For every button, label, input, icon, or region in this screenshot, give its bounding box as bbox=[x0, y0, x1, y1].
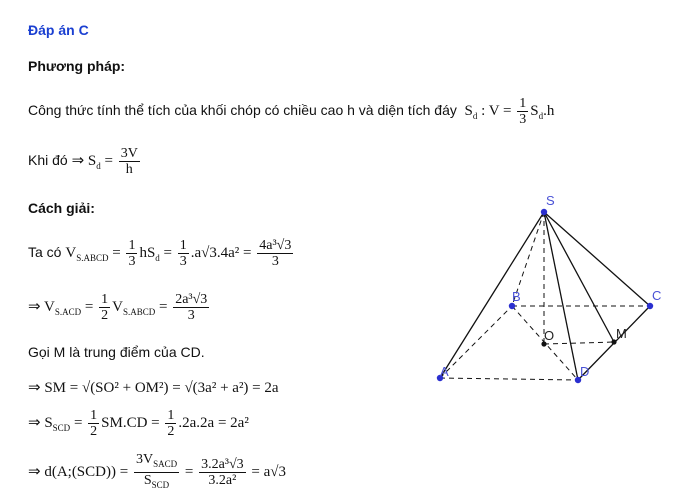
khi-do-line bbox=[28, 146, 142, 177]
segment-OM bbox=[544, 342, 614, 344]
label-O: O bbox=[544, 328, 555, 343]
area-line: ⇒ $S_{SCD}$ = $\frac{1}{2}$ SM.CD = $\frac{1}{2}$ .2a.2a = 2a² bbox=[28, 408, 249, 439]
label-D: D bbox=[580, 364, 590, 379]
label-C: C bbox=[652, 288, 662, 303]
label-B: B bbox=[512, 289, 521, 304]
distance-line: ⇒ d(A;(SCD)) = $\frac{3V_{SACD}}{S_{SCD}}$ = $\frac{\text{3.2a³√3}}{\text{3.2a²}}$ = a√3 bbox=[28, 452, 287, 490]
point-C bbox=[647, 303, 653, 309]
sm-line: ⇒ SM = √(SO² + OM²) = √(3a² + a²) = 2a bbox=[28, 380, 279, 396]
edge-SA bbox=[440, 212, 544, 378]
method-text: Công thức tính thể tích của khối chóp có chiều cao h và diện tích đáy bbox=[28, 101, 457, 118]
point-S bbox=[541, 209, 547, 215]
label-S: S bbox=[546, 193, 555, 208]
midpoint-line: Gọi M là trung điểm của CD. bbox=[28, 344, 205, 360]
answer-heading: Đáp án C bbox=[28, 22, 89, 38]
pyramid-figure bbox=[420, 190, 680, 400]
vsacd-line: ⇒ $V_{S.ACD}$ = $\frac{1}{2}$ $V_{S.ABCD}$ = $\frac{\text{2a³√3}}{3}$ bbox=[28, 292, 208, 323]
sd-formula: ⇒ $S_d$ = $\frac{3V}{h}$ bbox=[71, 146, 138, 177]
edge-SM bbox=[544, 212, 614, 342]
solution-heading: Cách giải: bbox=[28, 200, 95, 216]
edge-AB bbox=[440, 306, 512, 378]
volume-formula: $S_d$ : V = $\frac{1}{3}$ $S_d.h$ bbox=[464, 96, 555, 127]
method-text-line bbox=[28, 96, 554, 127]
volume-line: Ta có $V_{S.ABCD}$ = $\frac{1}{3}$ $hS_d$ = $\frac{1}{3}$ .a√3.4a² = $\frac{\text{4a³√3}}{3}$ bbox=[28, 238, 292, 269]
label-A: A bbox=[440, 364, 449, 379]
method-heading: Phương pháp: bbox=[28, 58, 126, 74]
label-M: M bbox=[616, 326, 627, 341]
khi-do-text: Khi đó bbox=[28, 151, 68, 168]
fraction-one-third: $\frac{1}{3}$ bbox=[519, 96, 527, 127]
edge-AD bbox=[440, 378, 578, 380]
